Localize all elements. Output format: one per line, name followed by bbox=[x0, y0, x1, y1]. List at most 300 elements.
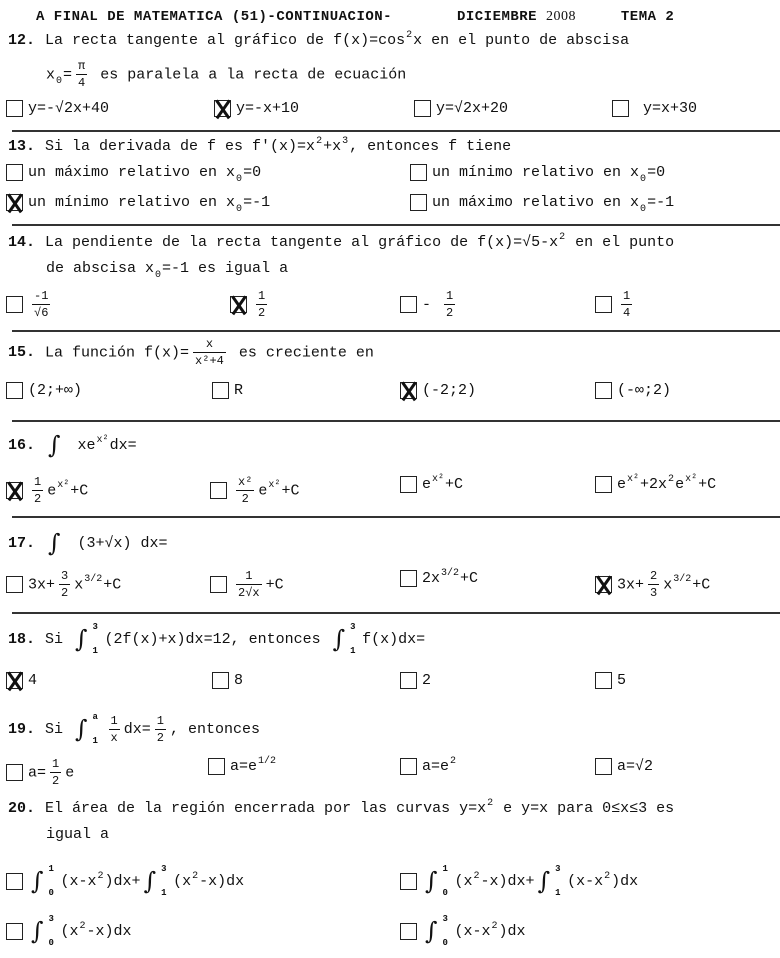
numerator: 1 bbox=[156, 713, 164, 728]
upper-limit: 1 bbox=[442, 864, 448, 874]
lower-limit: 1 bbox=[161, 888, 167, 898]
superscript: 2 bbox=[559, 232, 566, 243]
divider bbox=[12, 224, 780, 226]
math-text: , entonces bbox=[169, 720, 260, 738]
answer-option[interactable] bbox=[400, 670, 431, 692]
math-text: )dx+ bbox=[104, 872, 141, 890]
lower-limit: 1 bbox=[92, 736, 98, 746]
math-text: (-2;2) bbox=[422, 382, 477, 399]
numerator: 2 bbox=[650, 569, 658, 583]
integral bbox=[48, 526, 75, 560]
exam-year: 2008 bbox=[546, 9, 576, 24]
lower-limit: 0 bbox=[442, 888, 448, 898]
checkbox[interactable] bbox=[400, 873, 417, 890]
lower-limit: 0 bbox=[48, 888, 54, 898]
math-text: +C bbox=[70, 482, 89, 500]
answer-option[interactable] bbox=[595, 670, 626, 692]
answer-option[interactable] bbox=[214, 98, 299, 120]
math-text: dx= bbox=[123, 720, 151, 738]
superscript: 2 bbox=[491, 920, 498, 932]
subscript: 0 bbox=[236, 174, 243, 185]
math-text: es creciente en bbox=[229, 344, 374, 362]
integral bbox=[425, 864, 452, 898]
denominator: 4 bbox=[78, 76, 86, 90]
integral-sign-icon: ∫ bbox=[31, 867, 44, 895]
math-text: +C bbox=[265, 576, 284, 594]
math-text: (2f(x)+x)dx=12, entonces bbox=[104, 630, 330, 648]
question-17-text bbox=[8, 526, 168, 560]
answer-option[interactable] bbox=[210, 474, 299, 507]
answer-option[interactable] bbox=[400, 474, 463, 496]
math-text: (-∞;2) bbox=[617, 382, 672, 399]
divider bbox=[12, 516, 780, 518]
answer-option[interactable] bbox=[595, 474, 716, 496]
answer-option[interactable] bbox=[595, 756, 653, 778]
question-number: 14. bbox=[8, 234, 36, 251]
math-text: (x bbox=[173, 872, 192, 890]
fraction bbox=[50, 756, 61, 789]
math-text: La función f(x)= bbox=[45, 344, 190, 362]
checkbox[interactable] bbox=[595, 382, 612, 399]
superscript: 2 bbox=[604, 870, 611, 882]
denominator: 2 bbox=[258, 306, 266, 320]
math-text: =0 bbox=[647, 164, 666, 181]
superscript: 2 bbox=[473, 870, 480, 882]
checkbox[interactable] bbox=[210, 576, 227, 593]
answer-option[interactable] bbox=[6, 670, 37, 692]
integral bbox=[75, 622, 102, 656]
checked-checkbox[interactable] bbox=[400, 382, 417, 399]
checked-checkbox[interactable] bbox=[595, 576, 612, 593]
superscript: 2 bbox=[406, 30, 413, 41]
math-text: e y=x para 0≤x≤3 es bbox=[494, 800, 675, 817]
exam-month: DICIEMBRE bbox=[456, 9, 538, 25]
question-19-text bbox=[8, 712, 260, 746]
superscript: x² bbox=[627, 474, 640, 485]
question-16-text bbox=[8, 428, 137, 462]
math-text: +x bbox=[323, 138, 342, 155]
answer-option[interactable] bbox=[212, 670, 243, 692]
answer-option[interactable] bbox=[6, 162, 261, 184]
answer-option[interactable] bbox=[595, 568, 710, 601]
fraction bbox=[648, 568, 659, 601]
numerator: 1 bbox=[110, 713, 118, 728]
math-text: 2 bbox=[422, 672, 432, 689]
checkbox[interactable] bbox=[6, 873, 23, 890]
superscript: 3/2 bbox=[673, 574, 692, 586]
question-number: 15. bbox=[8, 344, 36, 362]
answer-option[interactable] bbox=[595, 380, 671, 402]
integral-limits bbox=[350, 622, 359, 656]
math-text: a=e bbox=[230, 758, 258, 775]
subscript: 0 bbox=[56, 76, 63, 88]
math-text: en el punto bbox=[566, 234, 675, 251]
math-text: (x bbox=[454, 872, 473, 890]
superscript: x² bbox=[685, 474, 698, 485]
fraction bbox=[155, 713, 166, 746]
math-text: 8 bbox=[234, 672, 244, 689]
exam-title: A FINAL DE MATEMATICA (51)-CONTINUACION- bbox=[36, 9, 393, 25]
math-text: R bbox=[234, 382, 244, 399]
question-number: 12. bbox=[8, 32, 36, 49]
fraction bbox=[236, 568, 262, 601]
integral-sign-icon: ∫ bbox=[48, 529, 61, 557]
math-text: +2x bbox=[640, 476, 668, 493]
math-text: La pendiente de la recta tangente al gráfico de f(x)=√5-x bbox=[45, 234, 559, 251]
answer-option[interactable] bbox=[6, 474, 88, 507]
math-text: e bbox=[258, 482, 268, 500]
denominator: 2 bbox=[61, 586, 69, 600]
denominator: x bbox=[110, 730, 118, 745]
integral-sign-icon: ∫ bbox=[332, 625, 346, 653]
answer-option[interactable] bbox=[6, 568, 121, 601]
fraction bbox=[76, 58, 87, 91]
denominator: 2 bbox=[446, 306, 454, 320]
math-text: =-1 bbox=[243, 194, 271, 211]
checkbox[interactable] bbox=[612, 100, 629, 117]
answer-option[interactable] bbox=[6, 864, 244, 898]
math-text: 3x+ bbox=[28, 576, 56, 594]
checkbox[interactable] bbox=[400, 672, 417, 689]
upper-limit: 3 bbox=[350, 622, 356, 632]
fraction bbox=[444, 288, 455, 321]
answer-option[interactable] bbox=[400, 288, 459, 321]
fraction bbox=[59, 568, 70, 601]
answer-option[interactable] bbox=[6, 914, 132, 948]
divider bbox=[12, 330, 780, 332]
math-text: (3+√x) dx= bbox=[77, 534, 168, 552]
question-13-text bbox=[8, 136, 511, 158]
integral-limits bbox=[443, 864, 452, 898]
answer-option[interactable] bbox=[6, 756, 74, 789]
question-18-text bbox=[8, 622, 425, 656]
superscript: 3/2 bbox=[441, 568, 460, 579]
superscript: x² bbox=[432, 474, 445, 485]
math-text: +C bbox=[692, 576, 711, 594]
integral bbox=[538, 864, 565, 898]
answer-option[interactable] bbox=[6, 288, 54, 321]
integral-sign-icon: ∫ bbox=[425, 867, 438, 895]
denominator: 2 bbox=[34, 492, 42, 506]
math-text: e bbox=[47, 482, 57, 500]
integral-sign-icon: ∫ bbox=[31, 917, 44, 945]
superscript: 2 bbox=[668, 474, 675, 485]
checkbox[interactable] bbox=[6, 764, 23, 781]
superscript: 2 bbox=[79, 920, 86, 932]
checkbox[interactable] bbox=[400, 476, 417, 493]
integral bbox=[333, 622, 360, 656]
superscript: 2 bbox=[192, 870, 199, 882]
superscript: 3 bbox=[342, 136, 349, 147]
checkbox[interactable] bbox=[595, 476, 612, 493]
question-number: 18. bbox=[8, 630, 36, 648]
math-text: =-1 es igual a bbox=[162, 260, 289, 277]
answer-option[interactable] bbox=[400, 864, 638, 898]
numerator: x bbox=[193, 336, 226, 353]
math-text: -x)dx bbox=[86, 922, 132, 940]
math-text: +C bbox=[698, 476, 717, 493]
question-number: 13. bbox=[8, 138, 36, 155]
math-text: La recta tangente al gráfico de f(x)=cos bbox=[45, 32, 406, 49]
math-text: x bbox=[46, 66, 56, 84]
lower-limit: 1 bbox=[92, 646, 98, 656]
answer-option[interactable] bbox=[612, 98, 697, 120]
math-text: igual a bbox=[46, 826, 110, 843]
math-text: dx= bbox=[109, 436, 137, 454]
checkbox[interactable] bbox=[595, 296, 612, 313]
integral-sign-icon: ∫ bbox=[425, 917, 438, 945]
superscript: 1/2 bbox=[258, 756, 277, 767]
math-text: +C bbox=[281, 482, 300, 500]
numerator: π bbox=[78, 59, 86, 73]
math-text: Si bbox=[45, 630, 73, 648]
lower-limit: 1 bbox=[555, 888, 561, 898]
answer-option[interactable] bbox=[208, 756, 277, 778]
exam-header bbox=[36, 6, 674, 28]
math-text: =0 bbox=[243, 164, 262, 181]
subscript: 0 bbox=[155, 270, 162, 281]
subscript: 0 bbox=[640, 204, 647, 215]
checked-checkbox[interactable] bbox=[6, 672, 23, 689]
question-12-text bbox=[8, 30, 629, 52]
denominator: 2 bbox=[156, 730, 164, 745]
integral-sign-icon: ∫ bbox=[75, 715, 88, 743]
checkbox[interactable] bbox=[595, 672, 612, 689]
math-text: 5 bbox=[617, 672, 627, 689]
math-text: -x)dx+ bbox=[480, 872, 535, 890]
denominator: √6 bbox=[34, 306, 49, 320]
integral-sign-icon: ∫ bbox=[48, 431, 61, 459]
checkbox[interactable] bbox=[400, 923, 417, 940]
checkbox[interactable] bbox=[400, 296, 417, 313]
answer-option[interactable] bbox=[212, 380, 243, 402]
math-text: 2x bbox=[422, 570, 441, 587]
exam-tema: TEMA 2 bbox=[620, 9, 675, 25]
math-text: xe bbox=[77, 436, 96, 454]
checkbox[interactable] bbox=[414, 100, 431, 117]
upper-limit: a bbox=[92, 712, 98, 722]
checkbox[interactable] bbox=[595, 758, 612, 775]
integral-limits bbox=[49, 914, 58, 948]
superscript: 2 bbox=[316, 136, 323, 147]
math-text: -x)dx bbox=[199, 872, 245, 890]
checkbox[interactable] bbox=[210, 482, 227, 499]
answer-option[interactable] bbox=[400, 568, 478, 590]
math-text: a=e bbox=[422, 758, 450, 775]
integral bbox=[144, 864, 171, 898]
upper-limit: 3 bbox=[442, 914, 448, 924]
denominator: x²+4 bbox=[195, 354, 224, 368]
denominator: 2 bbox=[241, 492, 249, 506]
integral bbox=[48, 428, 75, 462]
numerator: 3 bbox=[61, 569, 69, 583]
answer-option[interactable] bbox=[6, 192, 270, 214]
integral-limits bbox=[49, 864, 58, 898]
math-text: El área de la región encerrada por las curvas y=x bbox=[45, 800, 487, 817]
math-text: )dx bbox=[498, 922, 526, 940]
numerator: 1 bbox=[623, 289, 631, 303]
answer-option[interactable] bbox=[400, 914, 526, 948]
fraction bbox=[32, 288, 50, 321]
superscript: x² bbox=[96, 434, 109, 446]
question-number: 17. bbox=[8, 534, 36, 552]
checkbox[interactable] bbox=[208, 758, 225, 775]
math-text: Si la derivada de f es f'(x)=x bbox=[45, 138, 316, 155]
math-text: e bbox=[422, 476, 432, 493]
answer-option[interactable] bbox=[400, 756, 457, 778]
math-text: 3x+ bbox=[617, 576, 645, 594]
checked-checkbox[interactable] bbox=[6, 482, 23, 499]
lower-limit: 0 bbox=[48, 938, 54, 948]
integral-sign-icon: ∫ bbox=[75, 625, 88, 653]
integral-limits bbox=[555, 864, 564, 898]
math-text: a= bbox=[28, 764, 47, 782]
divider bbox=[12, 420, 780, 422]
question-20-text bbox=[8, 798, 674, 820]
upper-limit: 3 bbox=[161, 864, 167, 874]
checkbox[interactable] bbox=[6, 576, 23, 593]
superscript: x² bbox=[268, 480, 281, 492]
denominator: 3 bbox=[650, 586, 658, 600]
upper-limit: 1 bbox=[48, 864, 54, 874]
question-15-text bbox=[8, 336, 374, 369]
checkbox[interactable] bbox=[6, 164, 23, 181]
superscript: 2 bbox=[487, 798, 494, 809]
math-text: (2;+∞) bbox=[28, 382, 83, 399]
integral-limits bbox=[443, 914, 452, 948]
integral-limits bbox=[66, 428, 75, 462]
checkbox[interactable] bbox=[212, 382, 229, 399]
subscript: 0 bbox=[640, 174, 647, 185]
checkbox[interactable] bbox=[400, 570, 417, 587]
answer-option[interactable] bbox=[414, 98, 508, 120]
numerator: 1 bbox=[34, 475, 42, 489]
integral-limits bbox=[93, 622, 102, 656]
math-text: de abscisa x bbox=[46, 260, 155, 277]
lower-limit: 1 bbox=[350, 646, 356, 656]
fraction bbox=[32, 474, 43, 507]
integral-limits bbox=[93, 712, 102, 746]
superscript: x² bbox=[57, 480, 70, 492]
math-text: +C bbox=[103, 576, 122, 594]
math-text: (x-x bbox=[567, 872, 604, 890]
numerator: 1 bbox=[258, 289, 266, 303]
math-text: Si bbox=[45, 720, 73, 738]
answer-option[interactable] bbox=[230, 288, 271, 321]
math-text: 4 bbox=[28, 672, 38, 689]
superscript: 2 bbox=[450, 756, 457, 767]
checked-checkbox[interactable] bbox=[6, 194, 23, 211]
checked-checkbox[interactable] bbox=[214, 100, 231, 117]
math-text: a=√2 bbox=[617, 758, 654, 775]
checkbox[interactable] bbox=[6, 100, 23, 117]
math-text: x bbox=[74, 576, 84, 594]
checkbox[interactable] bbox=[6, 923, 23, 940]
math-text: - bbox=[422, 296, 441, 314]
question-number: 19. bbox=[8, 720, 36, 738]
answer-option[interactable] bbox=[210, 568, 284, 601]
fraction bbox=[621, 288, 632, 321]
integral-limits bbox=[66, 526, 75, 560]
integral bbox=[31, 864, 58, 898]
answer-option[interactable] bbox=[595, 288, 636, 321]
math-text: (x bbox=[60, 922, 79, 940]
math-text: y=-x+10 bbox=[236, 100, 300, 117]
upper-limit: 3 bbox=[48, 914, 54, 924]
answer-option[interactable] bbox=[6, 98, 109, 120]
math-text: e bbox=[675, 476, 685, 493]
upper-limit: 3 bbox=[92, 622, 98, 632]
integral-limits bbox=[161, 864, 170, 898]
math-text: y=-√2x+40 bbox=[28, 100, 110, 117]
fraction bbox=[256, 288, 267, 321]
checkbox[interactable] bbox=[410, 194, 427, 211]
answer-option[interactable] bbox=[6, 380, 82, 402]
denominator: 2 bbox=[52, 774, 60, 788]
checkbox[interactable] bbox=[410, 164, 427, 181]
answer-option[interactable] bbox=[410, 192, 674, 214]
math-text: y=x+30 bbox=[634, 100, 698, 117]
math-text: , entonces f tiene bbox=[349, 138, 512, 155]
lower-limit: 0 bbox=[442, 938, 448, 948]
checked-checkbox[interactable] bbox=[230, 296, 247, 313]
integral bbox=[425, 914, 452, 948]
math-text: y=√2x+20 bbox=[436, 100, 509, 117]
numerator: 1 bbox=[236, 568, 262, 585]
math-text: un mínimo relativo en x bbox=[28, 194, 236, 211]
divider bbox=[12, 130, 780, 132]
math-text: = bbox=[63, 66, 73, 84]
fraction bbox=[193, 336, 226, 369]
integral-sign-icon: ∫ bbox=[537, 867, 551, 895]
checkbox[interactable] bbox=[6, 296, 23, 313]
math-text: =-1 bbox=[647, 194, 675, 211]
question-20-text bbox=[46, 824, 109, 846]
denominator: 4 bbox=[623, 306, 631, 320]
math-text: un máximo relativo en x bbox=[28, 164, 236, 181]
integral-sign-icon: ∫ bbox=[143, 867, 157, 895]
math-text: x en el punto de abscisa bbox=[413, 32, 630, 49]
math-text: un máximo relativo en x bbox=[432, 194, 640, 211]
answer-option[interactable] bbox=[410, 162, 665, 184]
math-text: (x-x bbox=[60, 872, 97, 890]
math-text: +C bbox=[460, 570, 479, 587]
answer-option[interactable] bbox=[400, 380, 476, 402]
math-text: f(x)dx= bbox=[362, 630, 426, 648]
question-number: 16. bbox=[8, 436, 36, 454]
math-text: un mínimo relativo en x bbox=[432, 164, 640, 181]
checkbox[interactable] bbox=[212, 672, 229, 689]
checkbox[interactable] bbox=[400, 758, 417, 775]
fraction bbox=[236, 474, 254, 507]
math-text: )dx bbox=[611, 872, 639, 890]
question-14-text bbox=[46, 258, 288, 280]
math-text: +C bbox=[445, 476, 464, 493]
integral bbox=[75, 712, 102, 746]
math-text: (x-x bbox=[454, 922, 491, 940]
math-text: x bbox=[663, 576, 673, 594]
denominator: 2√x bbox=[238, 586, 260, 600]
superscript: 3/2 bbox=[84, 574, 103, 586]
fraction bbox=[109, 713, 120, 746]
subscript: 0 bbox=[236, 204, 243, 215]
checkbox[interactable] bbox=[6, 382, 23, 399]
upper-limit: 3 bbox=[555, 864, 561, 874]
divider bbox=[12, 612, 780, 614]
math-text: e bbox=[65, 764, 75, 782]
question-number: 20. bbox=[8, 800, 36, 817]
numerator: -1 bbox=[34, 289, 49, 303]
